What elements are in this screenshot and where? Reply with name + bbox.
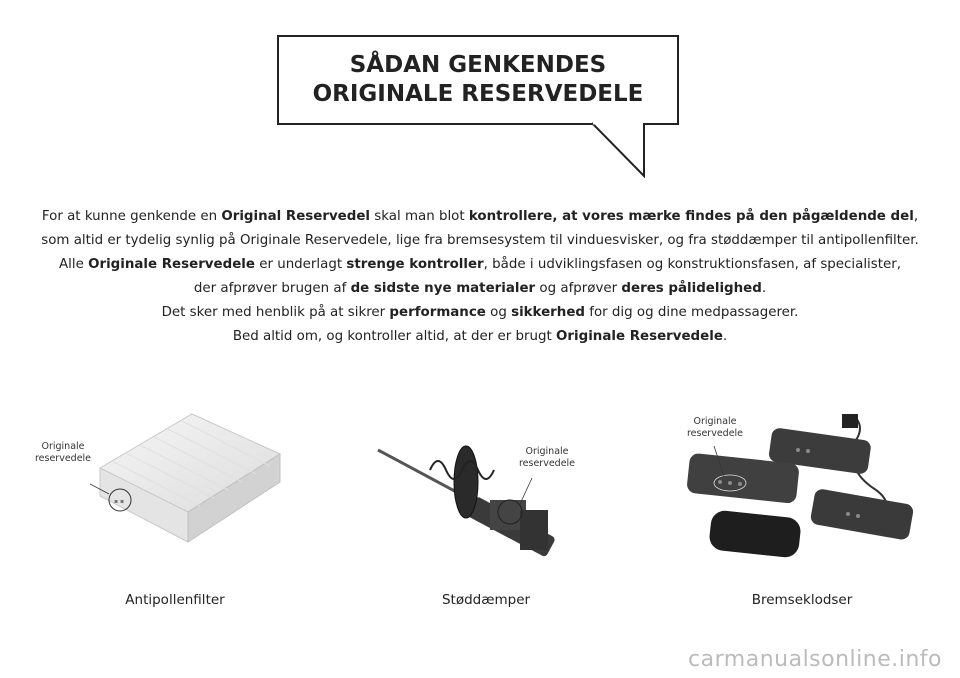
intro-bold-text: Original Reservedel [221,209,371,224]
title-bubble [277,35,679,125]
shock-callout [512,446,582,470]
intro-text-segment: som altid er tydelig synlig på Originale Reservedele, lige fra bremsesystem til vinduesvisker, og fra støddæmper til antipollenfilter. [41,233,919,248]
intro-bold-text: Originale Reservedele [88,257,255,272]
intro-text-segment: . [761,281,767,296]
callout-line: reservedele [34,453,92,464]
intro-text [30,205,930,349]
intro-bold-text: deres pålidelighed [621,281,762,296]
callout-line: reservedele [518,458,576,469]
watermark: carmanualsonline.info [688,647,942,672]
intro-line [30,277,930,301]
brakes-callout [680,416,750,440]
speech-bubble-tail-icon [590,122,650,178]
intro-text-segment: , både i udviklingsfasen og konstruktionsfasen, af specialister, [483,257,902,272]
intro-text-segment: og afprøver [535,281,622,296]
intro-bold-text: performance [389,305,486,320]
intro-text-segment: der afprøver brugen af [193,281,351,296]
intro-bold-text: kontrollere, at vores mærke findes på den pågældende del [468,209,914,224]
intro-bold-text: de sidste nye materialer [350,281,536,296]
title-line-2: ORIGINALE RESERVEDELE [312,81,644,107]
intro-bold-text: strenge kontroller [346,257,484,272]
svg-text:▪ ▪: ▪ ▪ [114,498,125,505]
intro-text-segment: For at kunne genkende en [41,209,222,224]
brakes-caption: Bremseklodser [751,592,853,608]
intro-text-segment: , [913,209,919,224]
intro-text-segment: og [485,305,512,320]
callout-line: reservedele [686,428,744,439]
cabin-filter-image [90,410,290,560]
intro-text-segment: Det sker med henblik på at sikrer [161,305,390,320]
filter-callout [28,441,98,465]
intro-bold-text: sikkerhed [511,305,585,320]
callout-line: Originale [41,441,85,452]
callout-line: Originale [525,446,569,457]
intro-line [30,301,930,325]
intro-line [30,253,930,277]
intro-text-segment: . [722,329,728,344]
intro-line [30,325,930,349]
intro-line [30,205,930,229]
shock-caption: Støddæmper [441,592,531,608]
intro-text-segment: Alle [58,257,89,272]
intro-line [30,229,930,253]
intro-bold-text: Originale Reservedele [556,329,723,344]
title-line-1: SÅDAN GENKENDES [349,52,607,78]
intro-text-segment: Bed altid om, og kontroller altid, at der er brugt [232,329,557,344]
filter-caption: Antipollenfilter [125,592,225,608]
intro-text-segment: skal man blot [370,209,469,224]
intro-text-segment: for dig og dine medpassagerer. [585,305,799,320]
callout-line: Originale [693,416,737,427]
intro-text-segment: er underlagt [254,257,347,272]
